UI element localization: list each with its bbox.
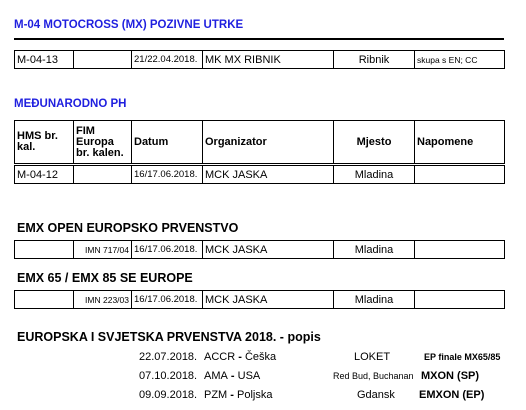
medunarodno-table: [14, 120, 505, 164]
header-place: Mjesto: [334, 121, 415, 164]
pozivne-table: [14, 50, 505, 69]
cell-code: [15, 291, 74, 309]
event-name: MXON (SP): [421, 370, 480, 382]
event-country: Poljska: [237, 389, 273, 401]
cell-note: skupa s EN; CC: [415, 51, 505, 69]
event-org: [204, 370, 260, 382]
cell-note: [415, 291, 505, 309]
cell-code: M-04-13: [15, 51, 74, 69]
header-row: [15, 121, 505, 164]
cell-fim: IMN 717/04: [74, 241, 132, 259]
event-name: EP finale MX65/85: [424, 352, 501, 362]
event-org: [204, 389, 272, 401]
header-note: Napomene: [415, 121, 505, 164]
cell-note: [415, 241, 505, 259]
cell-date: 16/17.06.2018.: [132, 241, 203, 259]
event-date: 09.09.2018.: [139, 389, 198, 401]
event-org-sep: -: [227, 370, 238, 382]
event-name: EMXON (EP): [419, 389, 485, 401]
cell-place: Ribnik: [334, 51, 415, 69]
cell-fim: [74, 166, 132, 184]
cell-place: Mladina: [334, 291, 415, 309]
section-title-emx-open: EMX OPEN EUROPSKO PRVENSTVO: [17, 221, 239, 235]
section-title-emx65-85: EMX 65 / EMX 85 SE EUROPE: [17, 271, 193, 285]
event-org-code: ACCR: [204, 351, 236, 363]
cell-organizer: MCK JASKA: [203, 291, 334, 309]
header-organizer: Organizator: [203, 121, 334, 164]
event-org-sep: -: [235, 351, 245, 363]
header-hms: HMS br. kal.: [15, 121, 74, 164]
table-row: [15, 166, 505, 184]
cell-fim: IMN 223/03: [74, 291, 132, 309]
event-country: USA: [237, 370, 261, 382]
section-title-europska-svjetska: EUROPSKA I SVJETSKA PRVENSTVA 2018. - popis: [17, 330, 321, 344]
event-org-sep: -: [227, 389, 238, 401]
header-date: Datum: [132, 121, 203, 164]
table-row: [15, 291, 505, 309]
cell-date: 21/22.04.2018.: [132, 51, 203, 69]
cell-organizer: MCK JASKA: [203, 241, 334, 259]
event-place: Gdansk: [357, 389, 395, 401]
section-divider: [14, 38, 504, 40]
cell-place: Mladina: [334, 241, 415, 259]
event-org-code: AMA: [204, 370, 228, 382]
cell-date: 16/17.06.2018.: [132, 166, 203, 184]
table-row: [15, 51, 505, 69]
cell-code: M-04-12: [15, 166, 74, 184]
emx65-85-table: [14, 290, 505, 309]
cell-code: [15, 241, 74, 259]
header-fim: FIM Europa br. kalen.: [74, 121, 132, 164]
event-date: 07.10.2018.: [139, 370, 198, 382]
medunarodno-data-table: [14, 165, 505, 184]
event-date: 22.07.2018.: [139, 351, 198, 363]
event-org-code: PZM: [204, 389, 228, 401]
list-item: [0, 351, 526, 367]
event-country: Češka: [244, 351, 277, 363]
section-title-medunarodno-ph: MEĐUNARODNO PH: [14, 98, 127, 110]
table-row: [15, 241, 505, 259]
emx-open-table: [14, 240, 505, 259]
list-item: [0, 370, 526, 386]
list-item: [0, 389, 526, 405]
cell-fim: [74, 51, 132, 69]
cell-note: [415, 166, 505, 184]
cell-place: Mladina: [334, 166, 415, 184]
cell-date: 16/17.06.2018.: [132, 291, 203, 309]
cell-organizer: MCK JASKA: [203, 166, 334, 184]
event-org: [204, 351, 276, 363]
event-place: Red Bud, Buchanan: [333, 371, 414, 381]
event-place: LOKET: [354, 351, 391, 363]
cell-organizer: MK MX RIBNIK: [203, 51, 334, 69]
section-title-m04-pozivne: M-04 MOTOCROSS (MX) POZIVNE UTRKE: [14, 19, 244, 31]
